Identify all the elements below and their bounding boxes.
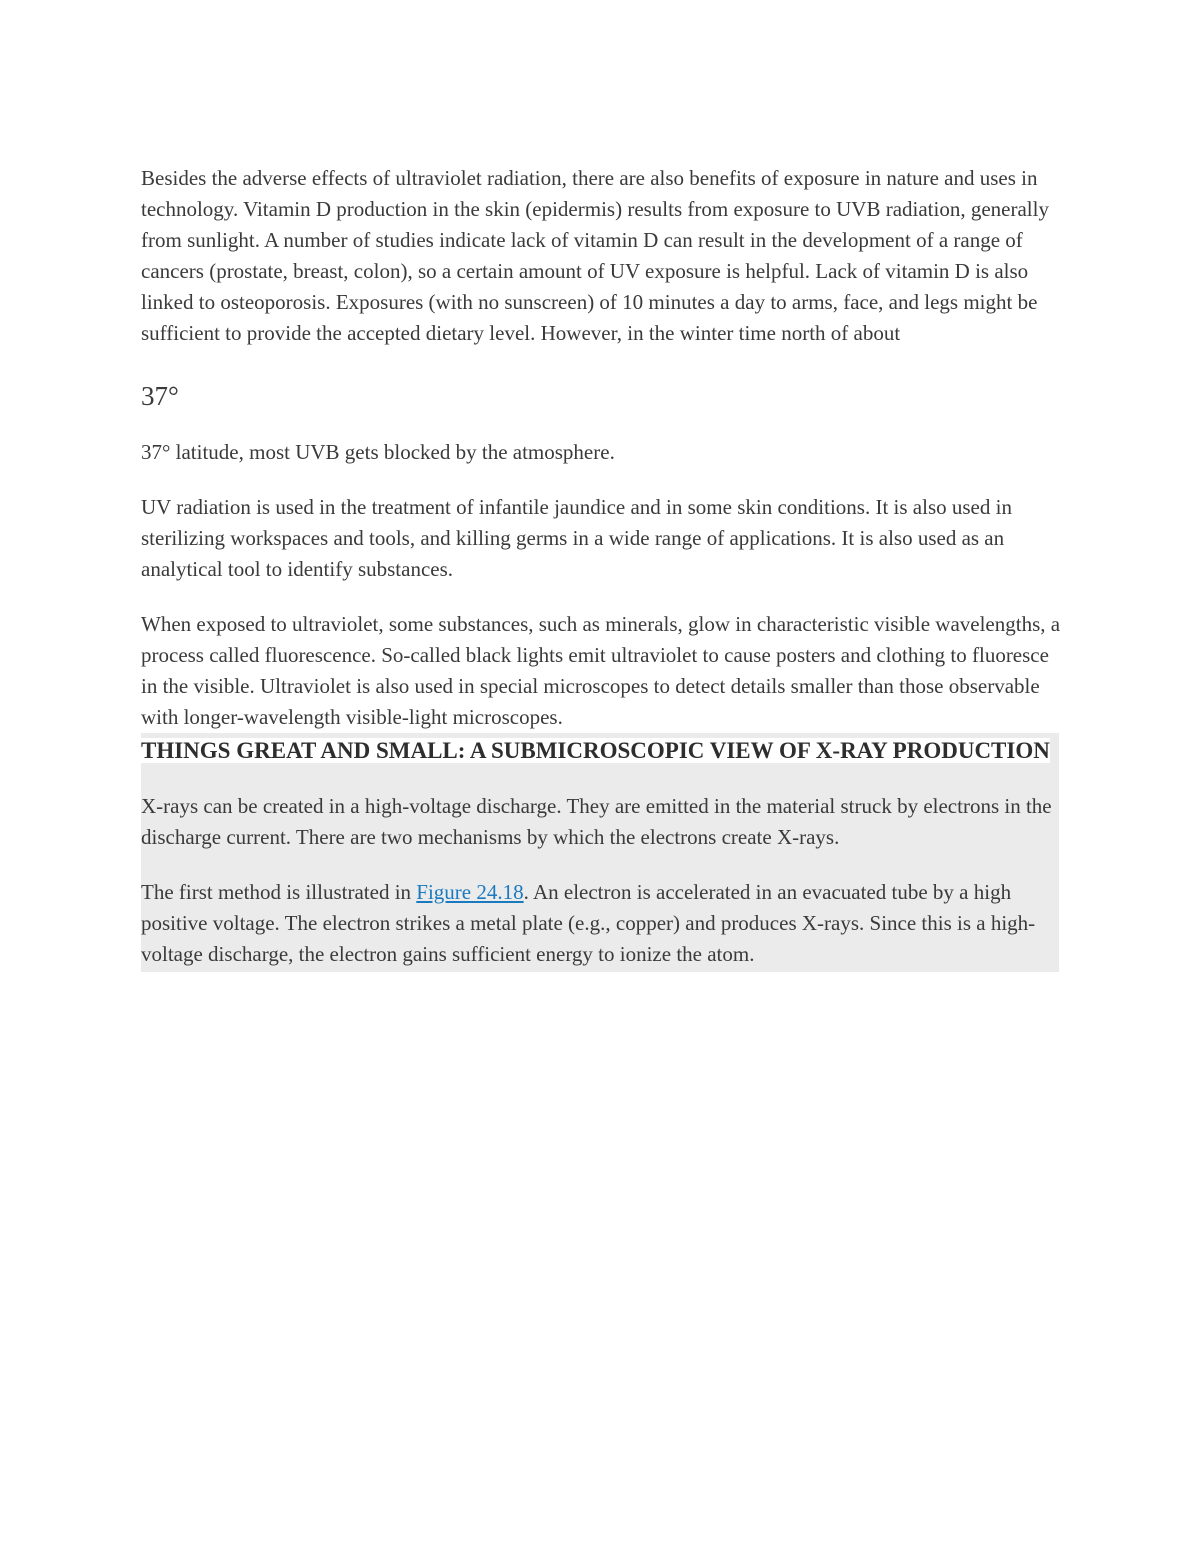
paragraph-first-method xyxy=(141,877,1059,970)
xray-section xyxy=(141,733,1059,972)
degree-value: 37° xyxy=(141,381,179,411)
section-heading xyxy=(141,735,1059,767)
first-method-text-start: The first method is illustrated in xyxy=(141,880,417,904)
paragraph-xray-creation: X-rays can be created in a high-voltage discharge. They are emitted in the material struck by electrons in the discharge current. There are two mechanisms by which the electrons create X-rays. xyxy=(141,794,1052,849)
paragraph-vitamin-d: Besides the adverse effects of ultraviolet radiation, there are also benefits of exposure in nature and uses in technology. Vitamin D production in the skin (epidermis) results from exposure to UVB radiation, generally from sunlight. A number of studies indicate lack of vitamin D can result in the development of a range of cancers (prostate, breast, colon), so a certain amount of UV exposure is helpful. Lack of vitamin D is also linked to osteoporosis. Exposures (with no sunscreen) of 10 minutes a day to arms, face, and legs might be sufficient to provide the accepted dietary level. However, in the winter time north of about xyxy=(141,166,1049,345)
paragraph-fluorescence: When exposed to ultraviolet, some substances, such as minerals, glow in characteristic visible wavelengths, a process called fluorescence. So-called black lights emit ultraviolet to cause posters and clothing to fluoresce in the visible. Ultraviolet is also used in special microscopes to detect details smaller than those observable with longer-wavelength visible-light microscopes. xyxy=(141,612,1061,729)
paragraph-latitude: 37° latitude, most UVB gets blocked by the atmosphere. xyxy=(141,440,615,464)
figure-link[interactable]: Figure 24.18 xyxy=(416,880,524,904)
document-page xyxy=(141,163,1061,972)
first-method-text-end: . An electron is accelerated in an evacuated tube by a high positive voltage. The electron strikes a metal plate (e.g., copper) and produces X-rays. Since this is a high-voltage discharge, the electron gains sufficient energy to ionize the atom. xyxy=(141,880,1036,966)
paragraph-uv-uses: UV radiation is used in the treatment of infantile jaundice and in some skin conditions. It is also used in sterilizing workspaces and tools, and killing germs in a wide range of applications. It is also used as an analytical tool to identify substances. xyxy=(141,495,1012,581)
section-heading-text: THINGS GREAT AND SMALL: A SUBMICROSCOPIC VIEW OF X-RAY PRODUCTION xyxy=(141,738,1050,763)
